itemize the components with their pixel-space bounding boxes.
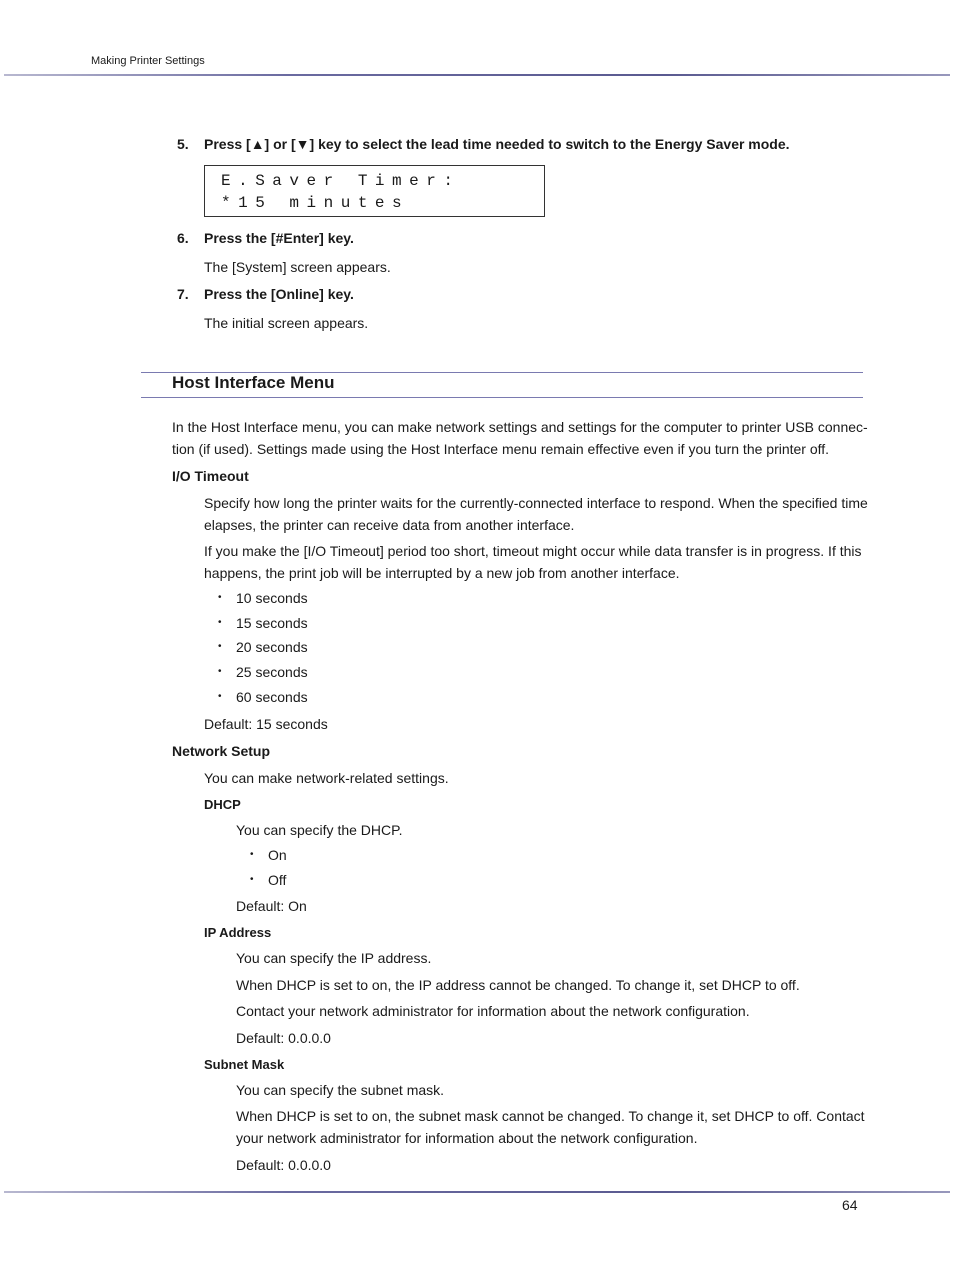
io-timeout-heading: I/O Timeout [172,468,249,484]
ip-address-heading: IP Address [204,925,272,940]
bullet-icon: • [218,641,222,652]
dhcp-option: Off [268,872,287,888]
footer-rule [4,1191,950,1193]
step-5-number: 5. [177,136,189,152]
subnet-mask-p2-line1: When DHCP is set to on, the subnet mask cannot be changed. To change it, set DHCP to off. Contact [236,1108,865,1124]
header-title: Making Printer Settings [91,55,205,67]
ip-address-default: Default: 0.0.0.0 [236,1030,331,1046]
intro-line-2: tion (if used). Settings made using the Host Interface menu remain effective even if you turn the printer off. [172,441,830,457]
subnet-mask-p1: You can specify the subnet mask. [236,1082,445,1098]
lcd-line-1: E.Saver Timer: [221,172,461,190]
dhcp-desc: You can specify the DHCP. [236,822,403,838]
bullet-icon: • [250,874,254,885]
section-rule-bottom [141,397,863,398]
io-timeout-p2-line1: If you make the [I/O Timeout] period too short, timeout might occur while data transfer is in progress. If this [204,543,862,559]
io-timeout-option: 25 seconds [236,664,308,680]
bullet-icon: • [218,592,222,603]
page-number: 64 [842,1197,858,1213]
io-timeout-p1-line2: elapses, the printer can receive data from another interface. [204,517,575,533]
subnet-mask-default: Default: 0.0.0.0 [236,1157,331,1173]
io-timeout-option: 60 seconds [236,689,308,705]
step-7-text: Press the [Online] key. [204,286,354,302]
network-setup-desc: You can make network-related settings. [204,770,449,786]
header-rule [4,74,950,76]
dhcp-option: On [268,847,287,863]
step-5-text: Press [▲] or [▼] key to select the lead time needed to switch to the Energy Saver mode. [204,136,790,152]
io-timeout-option: 15 seconds [236,615,308,631]
intro-line-1: In the Host Interface menu, you can make network settings and settings for the computer to printer USB connec- [172,419,868,435]
section-title: Host Interface Menu [172,373,335,392]
bullet-icon: • [218,691,222,702]
lcd-line-2: *15 minutes [221,194,410,212]
bullet-icon: • [218,617,222,628]
bullet-icon: • [218,666,222,677]
ip-address-p1: You can specify the IP address. [236,950,432,966]
lcd-display [204,165,545,217]
io-timeout-option: 20 seconds [236,639,308,655]
dhcp-heading: DHCP [204,797,241,812]
subnet-mask-heading: Subnet Mask [204,1057,285,1072]
subnet-mask-p2-line2: your network administrator for information about the network configuration. [236,1130,698,1146]
io-timeout-default: Default: 15 seconds [204,716,328,732]
io-timeout-p1-line1: Specify how long the printer waits for the currently-connected interface to respond. When the specified time [204,495,868,511]
network-setup-heading: Network Setup [172,743,271,759]
step-6-result: The [System] screen appears. [204,259,391,275]
step-6-text: Press the [#Enter] key. [204,230,354,246]
ip-address-p3: Contact your network administrator for information about the network configuration. [236,1003,750,1019]
step-6-number: 6. [177,230,189,246]
io-timeout-p2-line2: happens, the print job will be interrupted by a new job from another interface. [204,565,680,581]
step-7-result: The initial screen appears. [204,315,369,331]
dhcp-default: Default: On [236,898,307,914]
ip-address-p2: When DHCP is set to on, the IP address cannot be changed. To change it, set DHCP to off. [236,977,800,993]
io-timeout-option: 10 seconds [236,590,308,606]
step-7-number: 7. [177,286,189,302]
bullet-icon: • [250,849,254,860]
